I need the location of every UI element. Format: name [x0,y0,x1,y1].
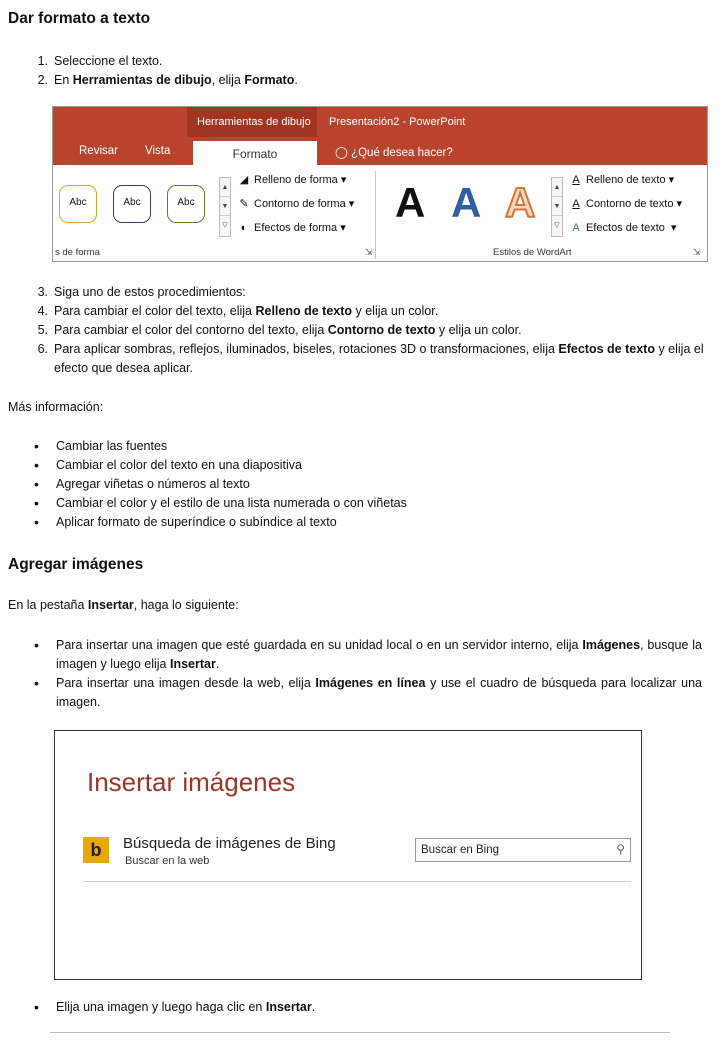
help-link[interactable]: • Aplicar formato de superíndice o subíndice al texto [30,513,702,532]
window-title: Presentación2 - PowerPoint [329,116,466,128]
bing-search-box[interactable] [415,838,631,862]
dropdown-arrow-icon: ▾ [348,198,355,210]
shape-styles-group-label: s de forma [55,247,100,258]
text-fill-command[interactable]: A Relleno de texto ▾ [569,173,674,186]
wordart-style-orange[interactable]: A [505,179,536,226]
more-info-links [30,437,702,532]
shape-style-button[interactable]: Abc [113,185,151,223]
chevron-down-icon[interactable]: ▼ [552,197,562,216]
dialog-title: Insertar imágenes [87,767,296,797]
help-link[interactable]: • Cambiar el color y el estilo de una lista numerada o con viñetas [30,494,702,513]
wordart-style-black[interactable]: A [395,179,426,226]
ribbon-body [53,167,707,262]
help-link[interactable]: • Cambiar el color del texto en una diapositiva [30,456,702,475]
tab-formato[interactable]: Formato [193,141,317,167]
steps-list-b [28,283,708,378]
chevron-down-icon[interactable]: ▼ [220,197,230,216]
list-item: • Elija una imagen y luego haga clic en Insertar. [30,998,702,1017]
text-outline-icon: A [572,198,580,210]
wordart-style-blue[interactable]: A [451,179,482,226]
dropdown-arrow-icon: ▾ [668,174,675,186]
bing-search-subtitle: Buscar en la web [125,855,210,867]
group-divider [375,171,376,259]
section-title-add-images: Agregar imágenes [8,556,144,573]
wordart-group-label: Estilos de WordArt [493,247,572,258]
dialog-launcher-icon[interactable]: ⇲ [365,247,373,257]
shape-style-button[interactable]: Abc [167,185,205,223]
tab-revisar[interactable]: Revisar [79,145,118,157]
step-item: 4. Para cambiar el color del texto, elija Relleno de texto y elija un color. [37,304,439,318]
shape-fill-command[interactable]: ◢ Relleno de forma ▾ [237,173,346,186]
page-bottom-divider [50,1032,670,1033]
ribbon-screenshot [52,106,708,262]
dropdown-arrow-icon: ▾ [671,222,677,234]
dropdown-arrow-icon: ▾ [340,222,346,234]
more-icon[interactable]: ▽ [554,222,560,229]
dialog-divider [83,881,631,882]
chevron-up-icon[interactable]: ▲ [220,178,230,197]
list-item: • Para insertar una imagen desde la web, elija Imágenes en línea y use el cuadro de búsqueda para localizar una imagen. [30,674,702,712]
text-effects-command[interactable]: A Efectos de texto ▾ [569,221,677,234]
step-item: 2. En Herramientas de dibujo, elija Formato. [37,73,298,87]
steps-list-a [28,52,708,90]
context-tab-label: Herramientas de dibujo [197,116,311,128]
insert-pictures-dialog [54,730,642,980]
text-outline-command[interactable]: A Contorno de texto ▾ [569,197,682,210]
final-instruction [30,998,702,1017]
tell-me-box[interactable]: ◯ ¿Qué desea hacer? [335,147,453,159]
section-title-format-text: Dar formato a texto [8,10,151,27]
bing-search-input[interactable] [416,839,602,861]
step-item: 5. Para cambiar el color del contorno del texto, elija Contorno de texto y elija un color. [37,323,522,337]
shape-styles-scroller[interactable] [219,177,231,237]
shape-outline-command[interactable]: ✎ Contorno de forma ▾ [237,197,354,210]
more-info-label: Más información: [8,400,104,414]
dropdown-arrow-icon: ▾ [340,174,347,186]
step-item: 1. Seleccione el texto. [37,54,163,68]
wordart-styles-scroller[interactable] [551,177,563,237]
dropdown-arrow-icon: ▾ [676,198,683,210]
tab-vista[interactable]: Vista [145,145,171,157]
list-item: • Para insertar una imagen que esté guardada en su unidad local o en un servidor interno, elija Imágenes, busque la imagen y luego elija Insertar. [30,636,702,674]
chevron-up-icon[interactable]: ▲ [552,178,562,197]
step-item: 6. Para aplicar sombras, reflejos, iluminados, biseles, rotaciones 3D o transformaciones, elija Efectos de texto y elija el efecto que desea aplicar. [37,342,704,375]
shape-style-button[interactable]: Abc [59,185,97,223]
image-instructions [30,636,702,712]
insert-tab-intro: En la pestaña Insertar, haga lo siguiente: [8,598,239,612]
shape-effects-command[interactable]: ◐ Efectos de forma ▾ [237,221,346,234]
step-item: 3. Siga uno de estos procedimientos: [37,285,246,299]
paint-bucket-icon: ◢ [239,174,249,186]
bing-search-title: Búsqueda de imágenes de Bing [123,835,336,852]
dialog-launcher-icon[interactable]: ⇲ [693,247,701,257]
search-icon[interactable]: ⚲ [616,842,625,856]
text-fill-icon: A [572,174,580,186]
help-link[interactable]: • Agregar viñetas o números al texto [30,475,702,494]
bing-icon: b [83,837,109,863]
help-link[interactable]: • Cambiar las fuentes [30,437,702,456]
more-icon[interactable]: ▽ [222,222,228,229]
pencil-icon: ✎ [239,198,249,210]
effects-icon: ◐ [240,222,248,234]
lightbulb-icon: ◯ [335,147,348,159]
text-effects-icon: A [572,222,580,234]
